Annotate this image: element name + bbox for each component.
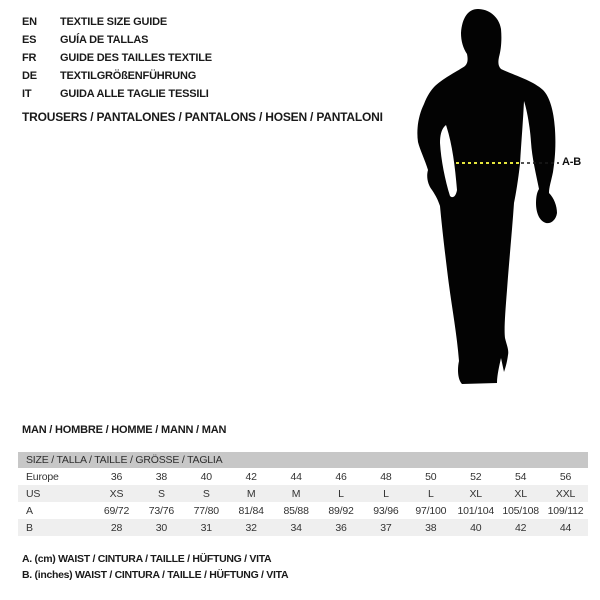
- table-cell: 105/108: [502, 504, 539, 517]
- language-code: DE: [22, 70, 37, 82]
- table-cell: 52: [470, 470, 482, 483]
- size-table: [18, 452, 588, 536]
- row-label: A: [26, 504, 33, 517]
- table-cell: 44: [290, 470, 302, 483]
- table-cell: XS: [109, 487, 124, 500]
- table-cell: 42: [245, 470, 257, 483]
- table-cell: 54: [514, 470, 527, 483]
- size-table-header: [18, 452, 588, 468]
- table-cell: 28: [110, 521, 123, 534]
- table-row-b-inches: [18, 519, 588, 536]
- table-cell: 42: [514, 521, 527, 534]
- table-cell: XL: [514, 487, 527, 500]
- table-cell: 48: [380, 470, 392, 483]
- language-label: GUIDA ALLE TAGLIE TESSILI: [60, 88, 209, 100]
- table-cell: S: [157, 487, 165, 500]
- garment-heading: TROUSERS / PANTALONES / PANTALONS / HOSEN / PANTALONI: [22, 110, 383, 124]
- table-cell: 31: [200, 521, 212, 534]
- language-code: IT: [22, 88, 32, 100]
- table-row-us: [18, 485, 588, 502]
- language-row: [22, 13, 212, 31]
- table-row-a-cm: [18, 502, 588, 519]
- table-cell: 77/80: [193, 504, 219, 517]
- language-label: GUÍA DE TALLAS: [60, 34, 149, 46]
- table-cell: 34: [290, 521, 302, 534]
- language-list: [22, 13, 212, 103]
- table-cell: 36: [335, 521, 347, 534]
- table-cell: XXL: [555, 487, 576, 500]
- language-label: TEXTILE SIZE GUIDE: [60, 16, 168, 28]
- language-row: [22, 67, 212, 85]
- language-code: FR: [22, 52, 37, 64]
- table-cell: M: [246, 487, 256, 500]
- language-row: [22, 31, 212, 49]
- man-silhouette-figure: [400, 0, 600, 400]
- language-row: [22, 49, 212, 67]
- table-cell: 38: [425, 521, 437, 534]
- table-cell: 38: [155, 470, 167, 483]
- table-cell: 30: [155, 521, 167, 534]
- table-cell: 81/84: [238, 504, 264, 517]
- table-cell: 56: [559, 470, 572, 483]
- table-cell: M: [291, 487, 301, 500]
- note-a: A. (cm) WAIST / CINTURA / TAILLE / HÜFTUNG / VITA: [22, 553, 272, 565]
- table-cell: 89/92: [328, 504, 354, 517]
- language-row: [22, 85, 212, 103]
- table-cell: 44: [559, 521, 572, 534]
- table-cell: L: [383, 487, 389, 500]
- table-cell: 40: [200, 470, 212, 483]
- measurement-notes: [22, 553, 288, 585]
- table-cell: 50: [425, 470, 437, 483]
- table-cell: L: [338, 487, 344, 500]
- table-cell: 101/104: [457, 504, 494, 517]
- table-cell: L: [427, 487, 434, 500]
- language-label: TEXTILGRÖßENFÜHRUNG: [60, 70, 197, 82]
- table-cell: 40: [470, 521, 482, 534]
- table-cell: 73/76: [148, 504, 174, 517]
- table-cell: 36: [110, 470, 123, 483]
- table-cell: 85/88: [283, 504, 309, 517]
- table-cell: 32: [245, 521, 257, 534]
- note-b: B. (inches) WAIST / CINTURA / TAILLE / HÜFTUNG / VITA: [22, 569, 289, 581]
- language-label: GUIDE DES TAILLES TEXTILE: [60, 52, 212, 64]
- row-label: B: [26, 521, 33, 534]
- size-table-header-label: SIZE / TALLA / TAILLE / GRÖSSE / TAGLIA: [26, 454, 223, 466]
- language-code: EN: [22, 16, 37, 28]
- table-cell: XL: [469, 487, 482, 500]
- table-cell: 69/72: [103, 504, 130, 517]
- table-cell: 46: [335, 470, 347, 483]
- table-cell: 109/112: [547, 504, 584, 517]
- table-cell: S: [202, 487, 210, 500]
- man-silhouette-icon: [417, 9, 557, 384]
- table-cell: 97/100: [415, 504, 447, 517]
- gender-heading: MAN / HOMBRE / HOMME / MANN / MAN: [22, 424, 227, 436]
- table-row-europe: [18, 468, 588, 485]
- measure-label-ab: A-B: [562, 156, 581, 168]
- table-cell: 93/96: [373, 504, 399, 517]
- row-label: Europe: [26, 470, 59, 483]
- language-code: ES: [22, 34, 37, 46]
- table-cell: 37: [380, 521, 392, 534]
- row-label: US: [26, 487, 41, 500]
